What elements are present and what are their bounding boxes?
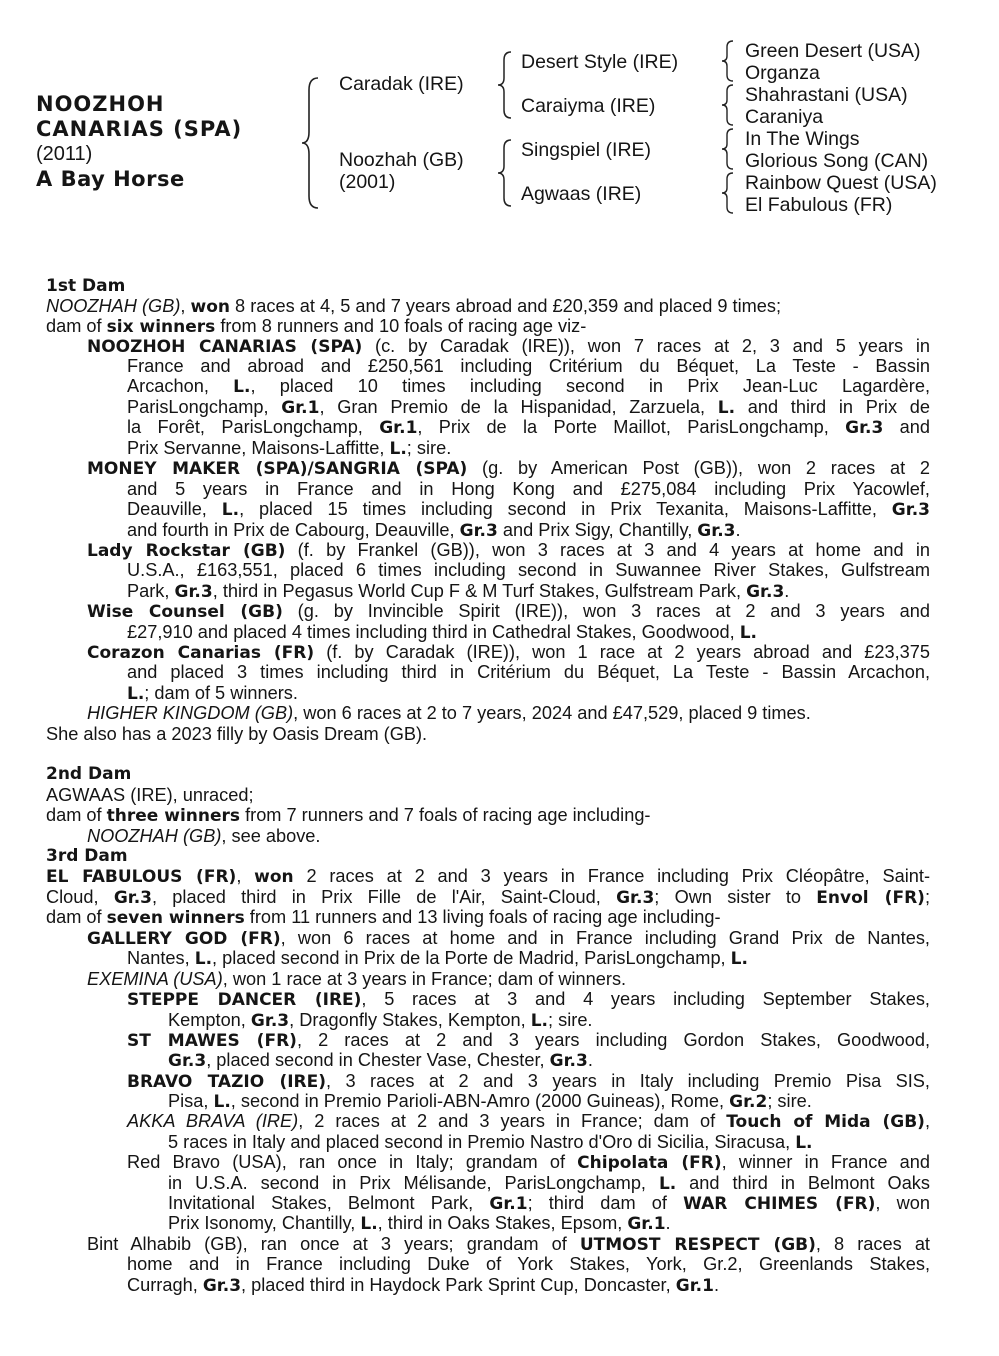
produce-line: Pisa, L., second in Premio Parioli-ABN-Amro (2000 Guineas), Rome, Gr.2; sire.	[168, 1091, 812, 1112]
second-dam-heading: 2nd Dam	[46, 764, 132, 784]
horse-year: (2011)	[36, 143, 93, 165]
third-dam-line: Cloud, Gr.3, placed third in Prix Fille de l'Air, Saint-Cloud, Gr.3; Own sister to Envol (FR);	[46, 887, 930, 908]
ancestor-el-fabulous: El Fabulous (FR)	[745, 194, 893, 216]
ancestor-rainbow-quest: Rainbow Quest (USA)	[745, 172, 937, 194]
brace-sire-line	[496, 50, 514, 120]
produce-higher-kingdom: HIGHER KINGDOM (GB), won 6 races at 2 to 7 years, 2024 and £47,529, placed 9 times.	[87, 703, 811, 723]
produce-line: Gr.3, placed second in Chester Vase, Chester, Gr.3.	[168, 1050, 593, 1071]
dam-name: Noozhah (GB)	[339, 149, 464, 171]
third-dam-line: EL FABULOUS (FR), won 2 races at 2 and 3 years in France including Prix Cléopâtre, Saint-	[46, 866, 930, 887]
produce-line: £27,910 and placed 4 times including third in Cathedral Stakes, Goodwood, L.	[127, 622, 757, 643]
produce-line: Prix Servanne, Maisons-Laffitte, L.; sire.	[127, 438, 452, 459]
second-dam-line: AGWAAS (IRE), unraced;	[46, 785, 254, 805]
produce-bint-alhabib: Bint Alhabib (GB), ran once at 3 years; grandam of UTMOST RESPECT (GB), 8 races at	[87, 1234, 930, 1255]
brace-generation-1	[300, 76, 322, 210]
dam-sire-name: Singspiel (IRE)	[521, 139, 652, 161]
produce-line: U.S.A., £163,551, placed 6 times including second in Suwannee River Stakes, Gulfstream	[127, 560, 930, 580]
second-dam-produce-line: dam of three winners from 7 runners and 7 foals of racing age including-	[46, 805, 651, 826]
produce-money-maker: MONEY MAKER (SPA)/SANGRIA (SPA) (g. by American Post (GB)), won 2 races at 2	[87, 458, 930, 479]
produce-red-bravo: Red Bravo (USA), ran once in Italy; grandam of Chipolata (FR), winner in France and	[127, 1152, 931, 1173]
produce-line: Kempton, Gr.3, Dragonfly Stakes, Kempton, L.; sire.	[168, 1010, 593, 1031]
produce-line: Nantes, L., placed second in Prix de la Porte de Madrid, ParisLongchamp, L.	[127, 948, 748, 969]
first-dam-heading: 1st Dam	[46, 276, 126, 296]
produce-line: Invitational Stakes, Belmont Park, Gr.1; third dam of WAR CHIMES (FR), won	[168, 1193, 930, 1214]
pedigree-table	[0, 0, 999, 250]
produce-line: and fourth in Prix de Cabourg, Deauville, Gr.3 and Prix Sigy, Chantilly, Gr.3.	[127, 520, 741, 541]
produce-line: L.; dam of 5 winners.	[127, 683, 298, 704]
ancestor-glorious-song: Glorious Song (CAN)	[745, 150, 929, 172]
produce-wise-counsel: Wise Counsel (GB) (g. by Invincible Spirit (IRE)), won 3 races at 2 and 3 years and	[87, 601, 930, 622]
third-dam-heading: 3rd Dam	[46, 846, 128, 866]
third-dam-produce-line: dam of seven winners from 11 runners and 13 living foals of racing age including-	[46, 907, 721, 928]
produce-line: ParisLongchamp, Gr.1, Gran Premio de la Hispanidad, Zarzuela, L. and third in Prix de	[127, 397, 930, 418]
horse-name-line-1: NOOZHOH	[36, 92, 165, 116]
produce-bravo-tazio: BRAVO TAZIO (IRE), 3 races at 2 and 3 years in Italy including Premio Pisa SIS,	[127, 1071, 930, 1092]
produce-line: and placed 3 times including third in Critérium du Béquet, La Teste - Bassin Arcachon,	[127, 662, 930, 682]
dam-dam-name: Agwaas (IRE)	[521, 183, 642, 205]
first-dam-produce-line: dam of six winners from 8 runners and 10 foals of racing age viz-	[46, 316, 587, 337]
ancestor-organza: Organza	[745, 62, 820, 84]
produce-line: in U.S.A. second in Prix Mélisande, ParisLongchamp, L. and third in Belmont Oaks	[168, 1173, 930, 1194]
produce-st-mawes: ST MAWES (FR), 2 races at 2 and 3 years including Gordon Stakes, Goodwood,	[127, 1030, 931, 1051]
produce-line: 5 races in Italy and placed second in Premio Nastro d'Oro di Sicilia, Siracusa, L.	[168, 1132, 813, 1153]
produce-line: Park, Gr.3, third in Pegasus World Cup F & M Turf Stakes, Gulfstream Park, Gr.3.	[127, 581, 790, 602]
brace-dam-line	[496, 138, 514, 208]
ancestor-in-the-wings: In The Wings	[745, 128, 860, 150]
brace-g3-3	[720, 127, 736, 171]
brace-g3-2	[720, 83, 736, 127]
first-dam-line: NOOZHAH (GB), won 8 races at 4, 5 and 7 years abroad and £20,359 and placed 9 times;	[46, 296, 782, 317]
produce-line: Deauville, L., placed 15 times including second in Prix Texanita, Maisons-Laffitte, Gr.3	[127, 499, 930, 520]
ancestor-shahrastani: Shahrastani (USA)	[745, 84, 908, 106]
horse-header	[36, 92, 242, 192]
produce-exemina: EXEMINA (USA), won 1 race at 3 years in France; dam of winners.	[87, 969, 627, 989]
produce-noozhoh-canarias: NOOZHOH CANARIAS (SPA) (c. by Caradak (IRE)), won 7 races at 2, 3 and 5 years in	[87, 336, 931, 357]
ancestor-caraniya: Caraniya	[745, 106, 824, 128]
dam-year: (2001)	[339, 171, 396, 193]
sire-name: Caradak (IRE)	[339, 73, 464, 95]
produce-note: She also has a 2023 filly by Oasis Dream (GB).	[46, 724, 428, 744]
produce-gallery-god: GALLERY GOD (FR), won 6 races at home and in France including Grand Prix de Nantes,	[87, 928, 930, 949]
produce-akka-brava: AKKA BRAVA (IRE), 2 races at 2 and 3 years in France; dam of Touch of Mida (GB),	[127, 1111, 930, 1132]
horse-name-line-2: CANARIAS (SPA)	[36, 117, 243, 141]
produce-line: and 5 years in France and in Hong Kong and £275,084 including Prix Yacowlef,	[127, 479, 930, 499]
brace-g3-4	[720, 171, 736, 215]
sire-sire-name: Desert Style (IRE)	[521, 51, 679, 73]
produce-line: France and abroad and £250,561 including Critérium du Béquet, La Teste - Bassin	[127, 356, 930, 376]
brace-g3-1	[720, 39, 736, 83]
produce-noozhah: NOOZHAH (GB), see above.	[87, 826, 321, 846]
produce-line: Prix Isonomy, Chantilly, L., third in Oaks Stakes, Epsom, Gr.1.	[168, 1213, 671, 1234]
produce-line: la Forêt, ParisLongchamp, Gr.1, Prix de la Porte Maillot, ParisLongchamp, Gr.3 and	[127, 417, 930, 438]
produce-line: Arcachon, L., placed 10 times including second in Prix Jean-Luc Lagardère,	[127, 376, 930, 397]
produce-steppe-dancer: STEPPE DANCER (IRE), 5 races at 3 and 4 years including September Stakes,	[127, 989, 930, 1010]
produce-line: Curragh, Gr.3, placed third in Haydock Park Sprint Cup, Doncaster, Gr.1.	[127, 1275, 719, 1296]
horse-description: A Bay Horse	[36, 167, 185, 191]
produce-corazon-canarias: Corazon Canarias (FR) (f. by Caradak (IRE)), won 1 race at 2 years abroad and £23,375	[87, 642, 930, 663]
produce-lady-rockstar: Lady Rockstar (GB) (f. by Frankel (GB)), won 3 races at 3 and 4 years at home and in	[87, 540, 930, 561]
sire-dam-name: Caraiyma (IRE)	[521, 95, 656, 117]
produce-line: home and in France including Duke of York Stakes, York, Gr.2, Greenlands Stakes,	[127, 1254, 930, 1274]
ancestor-green-desert: Green Desert (USA)	[745, 40, 921, 62]
